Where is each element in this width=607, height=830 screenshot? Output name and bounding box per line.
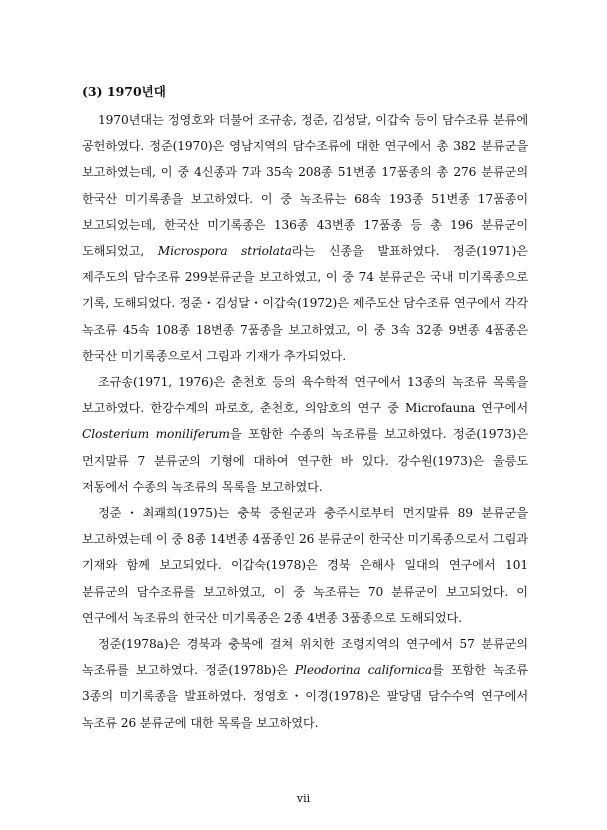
text-run: 를 포함한 녹조류 3종의 미기록종을 발표하였다. 정영호・이경(1978)은 팔당댐 담수수역 연구에서 녹조류 26 분류군에 대한 목록을 보고하였다. — [82, 663, 528, 730]
paragraph-cho-kyusong — [82, 369, 528, 500]
page-number: vii — [296, 792, 311, 805]
text-run: 정준・최쾌희(1975)는 충북 중원군과 충주시로부터 먼지말류 89 분류군을 보고하였는데 이 중 8종 14변종 4품종인 26 분류군이 한국산 미기록종으로서 그림과 기재와 함께 보고되었다. 이갑숙(1978)은 경북 은해사 일대의 연구에서 101 분류군의 담수조류를 보고하였고, 이 중 녹조류는 70 분류군이 보고되었다. 이 연구에서 녹조류의 한국산 미기록종은 2종 4변종 3품종으로 도해되었다. — [82, 506, 528, 625]
species-name-closterium: Closterium moniliferum — [82, 427, 230, 442]
section-heading: (3) 1970년대 — [82, 84, 166, 99]
document-body — [82, 84, 528, 736]
species-name-pleodorina: Pleodorina californica — [294, 663, 432, 678]
text-run: 조규송(1971, 1976)은 춘천호 등의 육수학적 연구에서 13종의 녹조류 목록을 보고하였다. 한강수계의 파로호, 춘천호, 의암호의 연구 중 Microfauna 연구에서 — [82, 375, 528, 416]
text-run: 정준(1978a)은 경북과 충북에 걸쳐 위치한 조령지역의 연구에서 57 분류군의 녹조류를 보고하였다. 정준(1978b)은 — [82, 637, 528, 678]
species-name-microspora: Microspora striolata — [157, 244, 292, 259]
text-run: 1970년대는 정영호와 더불어 조규송, 정준, 김성달, 이갑숙 등이 담수조류 분류에 공헌하였다. 정준(1970)은 영남지역의 담수조류에 대한 연구에서 총 382 분류군을 보고하였는데, 이 중 4신종과 7과 35속 208종 51변종 17품종의 총 276 분류군의 한국산 미기록종을 보고하였다. 이 중 녹조류는 68속 193종 51변종 17품종이 보고되었는데, 한국산 미기록종은 136종 43변종 17품종 등 총 196 분류군이 도해되었고, — [82, 113, 528, 259]
text-run: 라는 신종을 발표하였다. 정준(1971)은 제주도의 담수조류 299분류군을 보고하였고, 이 중 74 분류군은 국내 미기록종으로 기록, 도해되었다. 정준・김성달・이갑숙(1972)은 제주도산 담수조류 연구에서 각각 녹조류 45속 108종 18변종 7품종을 보고하였고, 이 중 3속 32종 9변종 4품종은 한국산 미기록종으로서 그림과 기재가 추가되었다. — [82, 244, 528, 363]
text-run: 을 포함한 수종의 녹조류를 보고하였다. 정준(1973)은 먼지말류 7 분류군의 기형에 대하여 연구한 바 있다. 강수원(1973)은 울릉도 저동에서 수종의 녹조류의 목록을 보고하였다. — [82, 427, 528, 494]
paragraph-chung-choi — [82, 500, 528, 631]
paragraph-1970-overview — [82, 107, 528, 369]
paragraph-chung-1978 — [82, 631, 528, 736]
